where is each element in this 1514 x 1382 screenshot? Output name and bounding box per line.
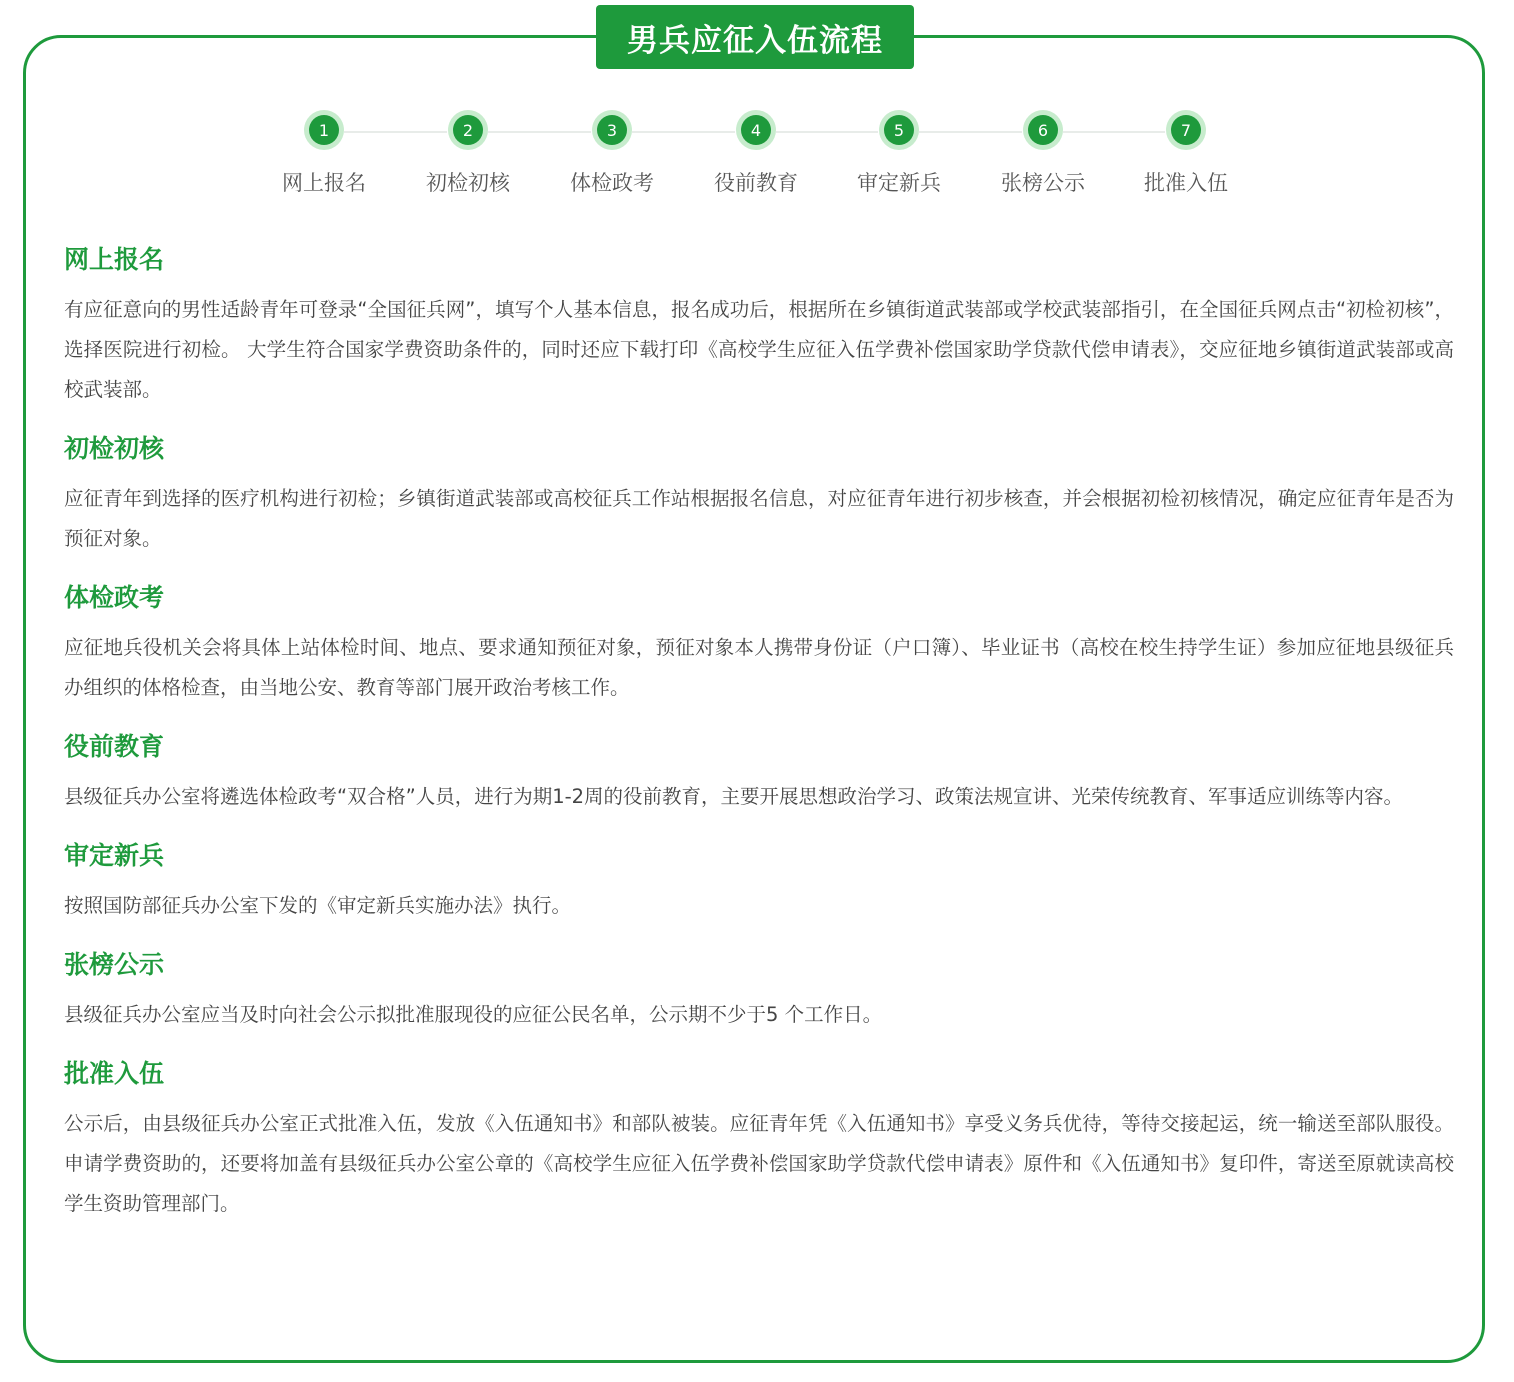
- step-label: 批准入伍: [1144, 171, 1228, 195]
- section-heading: 网上报名: [64, 245, 165, 274]
- step-7: [1116, 110, 1256, 197]
- step-label: 役前教育: [714, 171, 798, 195]
- section-physical-political-exam: [64, 578, 1454, 708]
- section-recruit-approval: [64, 836, 1454, 926]
- step-number-icon: 6: [1023, 110, 1063, 150]
- section-heading: 初检初核: [64, 434, 165, 463]
- step-3: [542, 110, 682, 197]
- section-heading: 张榜公示: [64, 950, 165, 979]
- step-label: 审定新兵: [857, 171, 941, 195]
- step-number-icon: 3: [592, 110, 632, 150]
- step-label: 体检政考: [570, 171, 654, 195]
- page-title: 男兵应征入伍流程: [596, 5, 914, 69]
- step-4: [686, 110, 826, 197]
- step-number-icon: 2: [448, 110, 488, 150]
- section-initial-check: [64, 429, 1454, 559]
- step-number-icon: 4: [736, 110, 776, 150]
- section-body: 有应征意向的男性适龄青年可登录“全国征兵网”，填写个人基本信息，报名成功后，根据所在乡镇街道武装部或学校武装部指引，在全国征兵网点击“初检初核”，选择医院进行初检。 大学生符合国家学费资助条件的，同时还应下载打印《高校学生应征入伍学费补偿国家助学贷款代偿申请表》，交应征地乡镇街道武装部或高校武装部。: [64, 298, 1454, 401]
- step-label: 初检初核: [426, 171, 510, 195]
- step-6: [973, 110, 1113, 197]
- step-number-icon: 5: [879, 110, 919, 150]
- step-number-icon: 7: [1166, 110, 1206, 150]
- section-pre-service-education: [64, 727, 1454, 817]
- section-public-notice: [64, 945, 1454, 1035]
- section-body: 公示后，由县级征兵办公室正式批准入伍，发放《入伍通知书》和部队被装。应征青年凭《入伍通知书》享受义务兵优待，等待交接起运，统一输送至部队服役。申请学费资助的，还要将加盖有县级征兵办公室公章的《高校学生应征入伍学费补偿国家助学贷款代偿申请表》原件和《入伍通知书》复印件，寄送至原就读高校学生资助管理部门。: [64, 1112, 1454, 1215]
- section-heading: 役前教育: [64, 732, 165, 761]
- process-steps: [0, 110, 1514, 210]
- section-heading: 批准入伍: [64, 1059, 165, 1088]
- section-heading: 体检政考: [64, 583, 165, 612]
- step-label: 网上报名: [282, 171, 366, 195]
- section-body: 按照国防部征兵办公室下发的《审定新兵实施办法》执行。: [64, 894, 572, 917]
- process-details: [64, 240, 1454, 1243]
- step-1: [254, 110, 394, 197]
- step-5: [829, 110, 969, 197]
- section-enlistment-approval: [64, 1054, 1454, 1224]
- section-heading: 审定新兵: [64, 841, 165, 870]
- section-body: 县级征兵办公室将遴选体检政考“双合格”人员，进行为期1-2周的役前教育，主要开展思想政治学习、政策法规宣讲、光荣传统教育、军事适应训练等内容。: [64, 785, 1404, 808]
- step-2: [398, 110, 538, 197]
- section-body: 应征青年到选择的医疗机构进行初检；乡镇街道武装部或高校征兵工作站根据报名信息，对应征青年进行初步核查，并会根据初检初核情况，确定应征青年是否为预征对象。: [64, 487, 1454, 550]
- step-label: 张榜公示: [1001, 171, 1085, 195]
- step-number-icon: 1: [304, 110, 344, 150]
- section-online-registration: [64, 240, 1454, 410]
- section-body: 应征地兵役机关会将具体上站体检时间、地点、要求通知预征对象，预征对象本人携带身份证（户口簿）、毕业证书（高校在校生持学生证）参加应征地县级征兵办组织的体格检查，由当地公安、教育等部门展开政治考核工作。: [64, 636, 1454, 699]
- section-body: 县级征兵办公室应当及时向社会公示拟批准服现役的应征公民名单，公示期不少于5 个工作日。: [64, 1003, 883, 1026]
